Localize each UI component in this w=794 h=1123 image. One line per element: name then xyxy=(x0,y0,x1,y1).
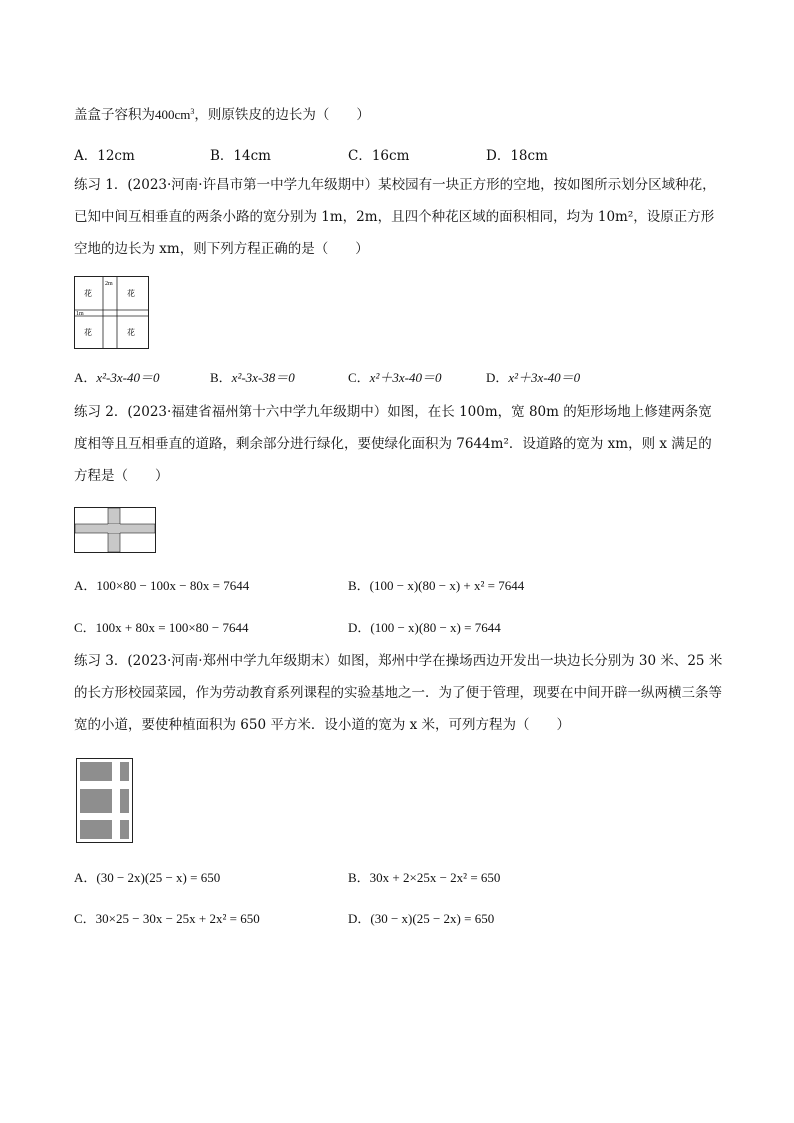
ex2-option-a[interactable]: A．100×80 − 100x − 80x = 7644 xyxy=(74,578,250,593)
q0-option-a[interactable]: A．12cm xyxy=(74,148,135,164)
ex1-option-c[interactable]: C．x²＋3x-40＝0 xyxy=(348,370,442,385)
ex1-option-d[interactable]: D．x²＋3x-40＝0 xyxy=(486,370,581,385)
flower-label-bl: 花 xyxy=(84,328,92,337)
q0-option-c[interactable]: C．16cm xyxy=(348,148,410,164)
ex3-option-b[interactable]: B．30x + 2×25x − 2x² = 650 xyxy=(348,870,501,885)
ex3-option-c[interactable]: C．30×25 − 30x − 25x + 2x² = 650 xyxy=(74,911,260,926)
exercise-1-text: 练习 1．(2023·河南·许昌市第一中学九年级期中）某校园有一块正方形的空地，按如图所示划分区域种花，已知中间互相垂直的两条小路的宽分别为 1m，2m，且四个种花区域的面积相同，均为 10m²，设原正方形空地的边长为 xm，则下列方程正确的是（ ） xyxy=(74,177,716,257)
ex2-option-c[interactable]: C．100x + 80x = 100×80 − 7644 xyxy=(74,620,249,635)
ex1-option-a[interactable]: A．x²-3x-40＝0 xyxy=(74,370,160,385)
volume-value: $400cm^3$ xyxy=(155,107,195,122)
exercise-2-text: 练习 2．(2023·福建省福州第十六中学九年级期中）如图，在长 100m，宽 80m 的矩形场地上修建两条宽度相等且互相垂直的道路，剩余部分进行绿化，要使绿化面积为 7644m²．设道路的宽为 xm，则 x 满足的方程是（ ） xyxy=(74,404,712,484)
path-width-2m: 2m xyxy=(105,281,113,287)
ex1-option-b[interactable]: B．x²-3x-38＝0 xyxy=(210,370,295,385)
flower-label-br: 花 xyxy=(127,328,135,337)
ex3-option-d[interactable]: D．(30 − x)(25 − 2x) = 650 xyxy=(348,911,495,926)
intro-line xyxy=(74,103,370,123)
flower-label-tr: 花 xyxy=(127,289,135,298)
exercise-2-figure xyxy=(74,507,157,554)
exercise-1-figure xyxy=(74,276,150,350)
ex2-option-b[interactable]: B．(100 − x)(80 − x) + x² = 7644 xyxy=(348,578,525,593)
ex3-option-a[interactable]: A．(30 − 2x)(25 − x) = 650 xyxy=(74,870,221,885)
exercise-3-text: 练习 3．(2023·河南·郑州中学九年级期末）如图，郑州中学在操场西边开发出一块边长分别为 30 米、25 米的长方形校园菜园，作为劳动教育系列课程的实验基地之一．为了便于管理，现要在中间开辟一纵两横三条等宽的小道，要使种植面积为 650 平方米．设小道的宽为 x 米，可列方程为（ ） xyxy=(74,653,723,733)
ex2-option-d[interactable]: D．(100 − x)(80 − x) = 7644 xyxy=(348,620,501,635)
flower-label-tl: 花 xyxy=(84,289,92,298)
q0-option-d[interactable]: D．18cm xyxy=(486,148,548,164)
intro-text-after: ，则原铁皮的边长为（ ） xyxy=(194,107,370,123)
q0-option-b[interactable]: B．14cm xyxy=(210,148,271,164)
exercise-3-figure xyxy=(76,758,134,844)
path-width-1m: 1m xyxy=(76,311,84,317)
intro-text-before: 盖盒子容积为 xyxy=(74,107,155,123)
